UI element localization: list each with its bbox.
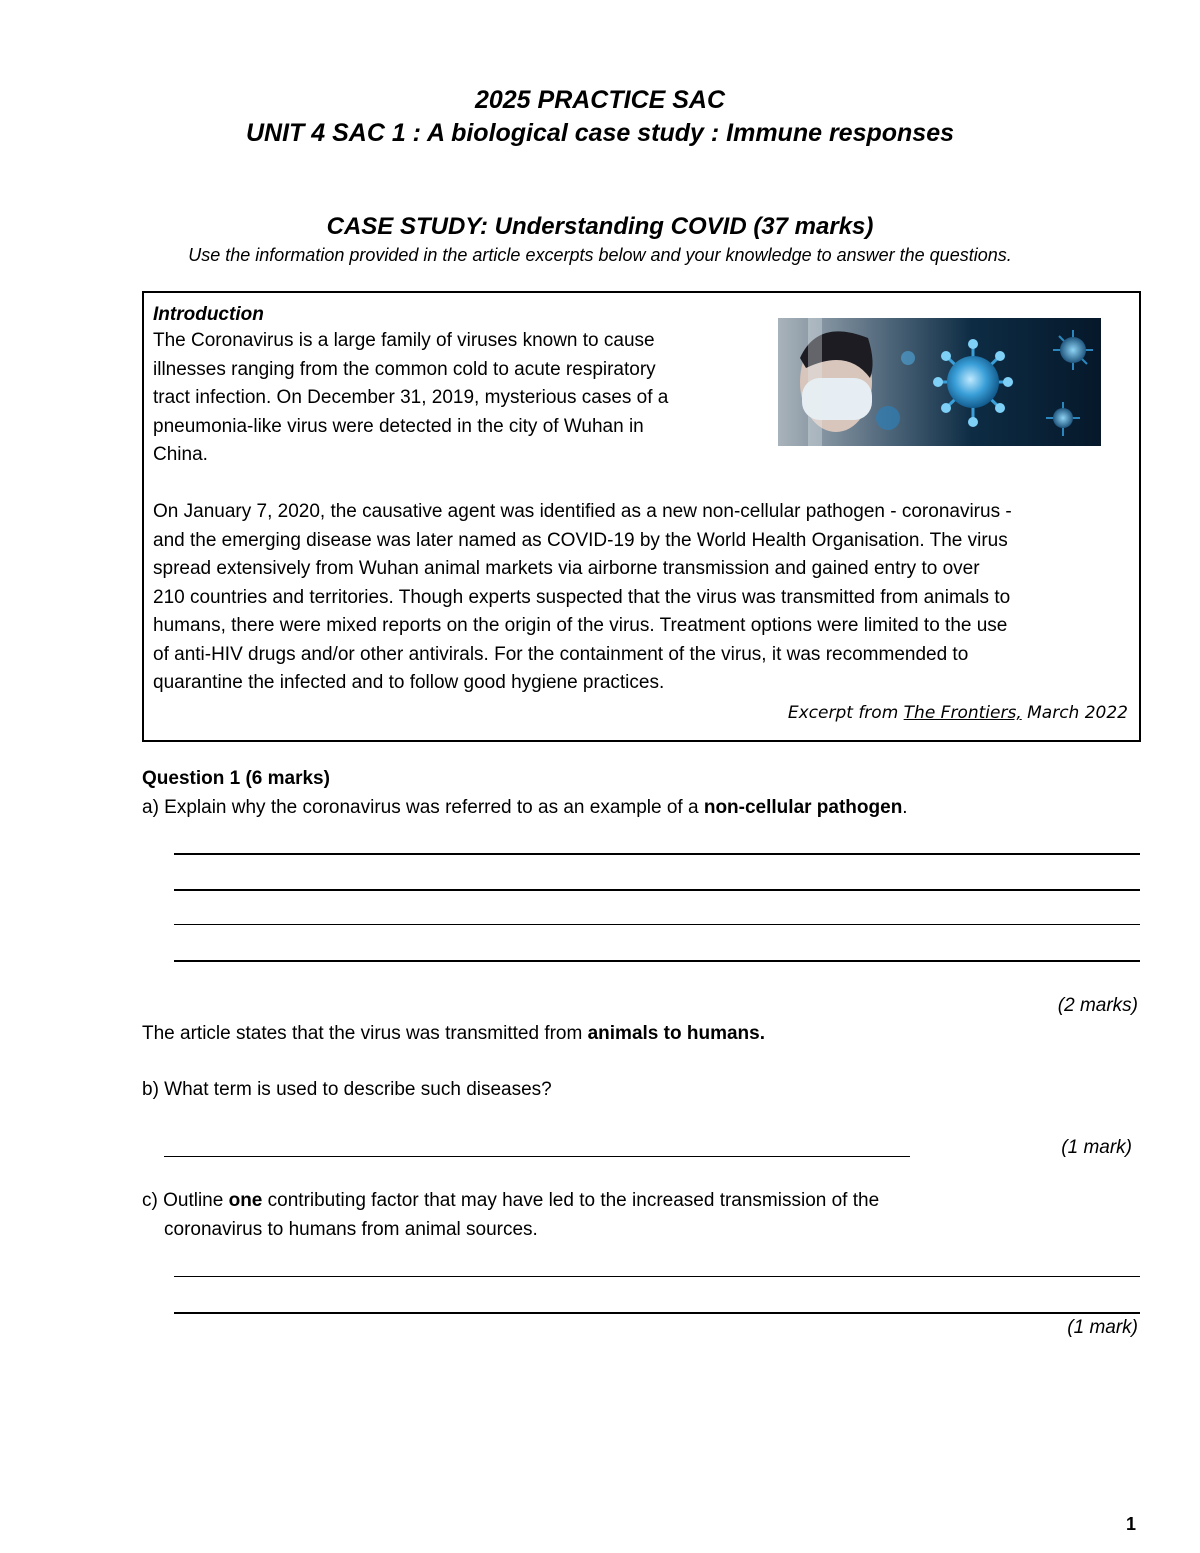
page-number: 1 [1126,1514,1137,1534]
question-1a-marks: (2 marks) [1057,995,1138,1016]
virus-photo [778,318,1101,446]
paragraph-line: pneumonia-like virus were detected in the city of Wuhan in [153,415,644,437]
question-1c-text [142,1190,879,1212]
introduction-heading: Introduction [153,304,264,325]
paragraph-line: illnesses ranging from the common cold to acute respiratory [153,358,656,380]
question-1b-marks: (1 mark) [1061,1137,1132,1158]
answer-line[interactable] [174,1276,1140,1277]
case-study-title: CASE STUDY: Understanding COVID (37 marks) [326,213,874,240]
statement-bold: animals to humans. [587,1023,765,1044]
excerpt-suffix: March 2022 [1021,703,1128,723]
question-1c-line2: coronavirus to humans from animal sources. [164,1219,538,1240]
answer-line[interactable] [174,853,1140,855]
excerpt-source: The Frontiers, [903,703,1022,723]
answer-line[interactable] [174,924,1140,925]
paragraph-line: of anti-HIV drugs and/or other antivirals. For the containment of the virus, it was recommended to [153,643,969,665]
paragraph-line: On January 7, 2020, the causative agent was identified as a new non-cellular pathogen - coronavirus - [153,501,1012,522]
paragraph-line: China. [153,444,208,465]
introduction-paragraph-1 [153,327,763,470]
question-1-statement [142,1023,765,1045]
paragraph-line: humans, there were mixed reports on the origin of the virus. Treatment options were limited to the use [153,615,1008,636]
excerpt-prefix: Excerpt from [787,703,904,723]
paragraph-line: quarantine the infected and to follow good hygiene practices. [153,672,665,693]
answer-line[interactable] [164,1156,910,1157]
document-title: 2025 PRACTICE SAC [474,86,726,114]
question-1a-bold: non-cellular pathogen [703,797,903,818]
paragraph-line: spread extensively from Wuhan animal markets via airborne transmission and gained entry to over [153,558,980,579]
question-1c-bold: one [228,1190,263,1211]
question-1a-prefix: a) Explain why the coronavirus was referred to as an example of a [142,797,704,818]
question-1-heading: Question 1 (6 marks) [142,768,330,789]
answer-line[interactable] [174,960,1140,962]
question-1b-text: b) What term is used to describe such diseases? [142,1079,552,1100]
question-1c-prefix: c) Outline [142,1190,229,1211]
paragraph-line: tract infection. On December 31, 2019, mysterious cases of a [153,387,669,408]
answer-line[interactable] [174,1312,1140,1314]
paragraph-line: and the emerging disease was later named as COVID-19 by the World Health Organisation. The virus [153,529,1008,551]
excerpt-citation [788,703,1128,723]
document-subtitle: UNIT 4 SAC 1 : A biological case study : Immune responses [245,119,955,147]
question-1a-suffix: . [902,797,908,818]
question-1a-text [142,797,908,819]
question-1c-marks: (1 mark) [1067,1317,1138,1338]
paragraph-line: The Coronavirus is a large family of viruses known to cause [153,330,655,351]
question-1c-suffix: contributing factor that may have led to the increased transmission of the [262,1190,880,1211]
paragraph-line: 210 countries and territories. Though experts suspected that the virus was transmitted from animals to [153,586,1011,608]
statement-prefix: The article states that the virus was transmitted from [142,1023,588,1044]
answer-line[interactable] [174,889,1140,891]
case-study-instruction: Use the information provided in the article excerpts below and your knowledge to answer the questions. [188,245,1012,265]
introduction-paragraph-2 [153,498,1133,698]
